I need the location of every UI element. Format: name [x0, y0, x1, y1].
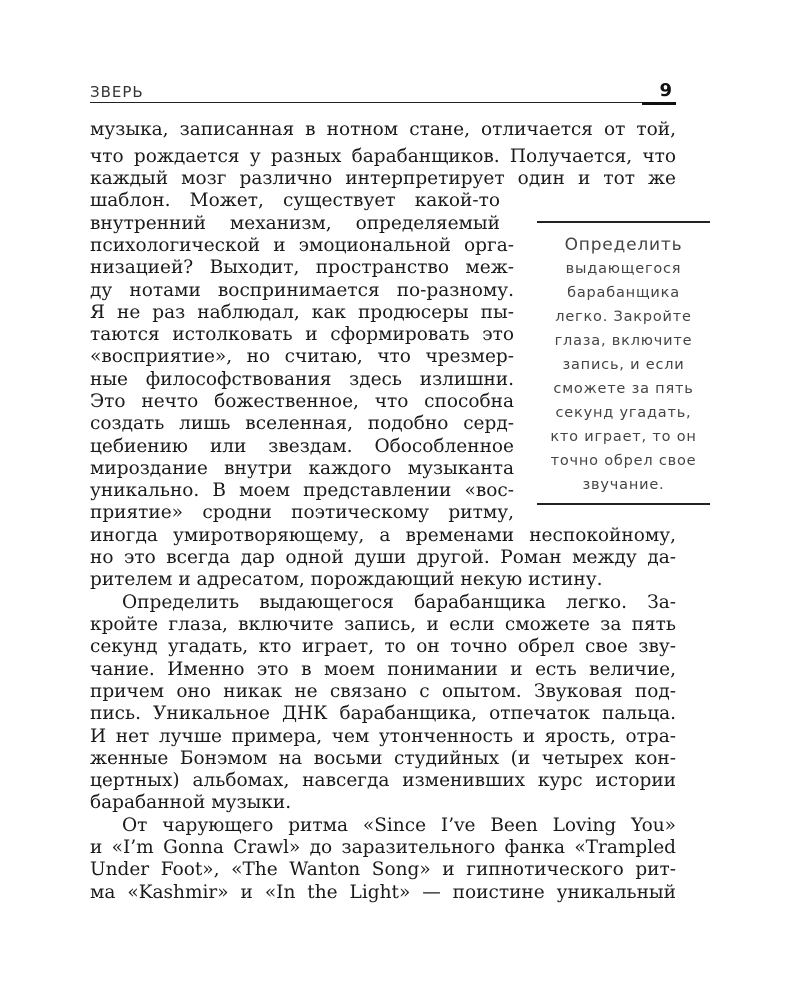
body-line: Определить выдающегося барабанщика легко. За- [122, 592, 676, 613]
pull-quote [537, 221, 710, 505]
pull-quote-line: звучание. [582, 477, 665, 493]
pull-quote-line: выдающегося [565, 261, 682, 277]
running-header [90, 82, 676, 103]
body-line: каждый мозг различно интерпретирует один и тот же [90, 168, 676, 189]
body-line: уникально. В моем представлении «вос- [90, 480, 514, 501]
body-line: и «I’m Gonna Crawl» до заразительного фанка «Trampled [90, 837, 676, 858]
body-line: Это нечто божественное, что способна [90, 391, 514, 412]
running-title: ЗВЕРЬ [90, 83, 144, 101]
body-line: Under Foot», «The Wanton Song» и гипнотического рит- [90, 859, 676, 880]
pull-quote-line: Определить [564, 235, 683, 255]
body-line: Я не раз наблюдал, как продюсеры пы- [90, 302, 514, 323]
body-line: музыка, записанная в нотном стане, отличается от той, [90, 119, 676, 140]
pull-quote-line: точно обрел свое [550, 453, 697, 469]
body-line: рителем и адресатом, порождающий некую истину. [90, 569, 603, 590]
body-line: низацией? Выходит, пространство меж- [90, 257, 514, 278]
body-line: создать лишь вселенная, подобно серд- [90, 413, 514, 434]
body-line: барабанной музыки. [90, 792, 292, 813]
body-line: мироздание внутри каждого музыканта [90, 458, 514, 479]
body-line: чание. Именно это в моем понимании и есть величие, [90, 659, 676, 680]
pull-quote-line: кто играет, то он [550, 429, 697, 445]
body-line: ные философствования здесь излишни. [90, 369, 514, 390]
pull-quote-line: глаза, включите [554, 333, 693, 349]
body-line: От чарующего ритма «Since I’ve Been Loving You» [122, 815, 676, 836]
body-line: причем оно никак не связано с опытом. Звуковая под- [90, 681, 676, 702]
page-number: 9 [659, 80, 672, 101]
body-line: цебиению или звездам. Обособленное [90, 436, 514, 457]
body-line: таются истолковать и сформировать это [90, 324, 514, 345]
pull-quote-line: сможете за пять [553, 381, 694, 397]
body-line: «восприятие», но считаю, что чрезмер- [90, 346, 514, 367]
pull-quote-line: легко. Закройте [555, 309, 692, 325]
body-line: ду нотами воспринимается по-разному. [90, 280, 514, 301]
body-line: психологической и эмоциональной орга- [90, 235, 514, 256]
body-line: шаблон. Может, существует какой-то [90, 190, 500, 211]
body-line: кройте глаза, включите запись, и если сможете за пять [90, 614, 676, 635]
body-line: иногда умиротворяющему, а временами неспокойному, [90, 525, 676, 546]
pull-quote-line: барабанщика [567, 285, 680, 301]
body-line: пись. Уникальное ДНК барабанщика, отпечаток пальца. [90, 703, 676, 724]
page-number-rule [642, 102, 676, 105]
body-line: что рождается у разных барабанщиков. Получается, что [90, 146, 676, 167]
body-line: ма «Kashmir» и «In the Light» — поистине уникальный [90, 882, 676, 903]
pull-quote-line: запись, и если [562, 357, 685, 373]
pull-quote-line: секунд угадать, [555, 405, 692, 421]
body-line: но это всегда дар одной души другой. Роман между да- [90, 547, 676, 568]
body-line: И нет лучше примера, чем утонченность и ярость, отра- [90, 726, 676, 747]
body-line: внутренний механизм, определяемый [90, 213, 500, 234]
body-line: цертных) альбомах, навсегда изменивших курс истории [90, 770, 676, 791]
body-line: приятие» сродни поэтическому ритму, [90, 502, 514, 523]
body-line: секунд угадать, кто играет, то он точно обрел свое зву- [90, 636, 676, 657]
body-line: женные Бонэмом на восьми студийных (и четырех кон- [90, 748, 676, 769]
